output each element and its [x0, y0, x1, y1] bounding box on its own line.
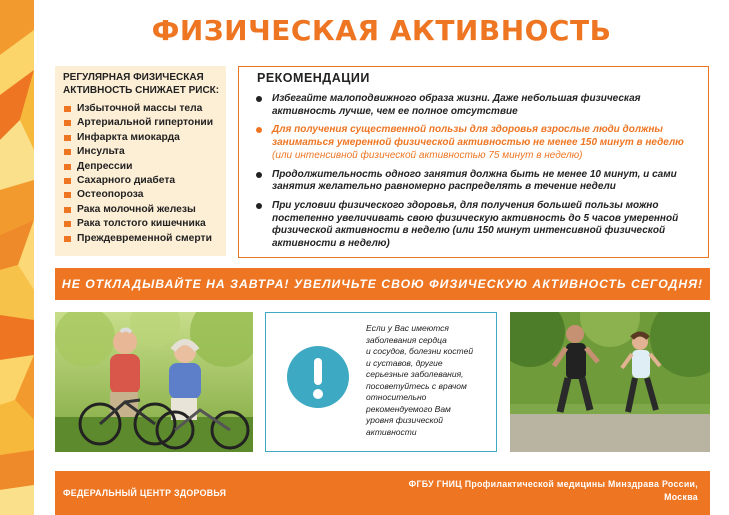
- risk-item: Инфаркта миокарда: [63, 131, 226, 145]
- bullet-icon: [256, 96, 262, 102]
- seniors-cycling-photo: [55, 312, 253, 452]
- risk-item: Рака толстого кишечника: [63, 217, 226, 231]
- risk-item: Инсульта: [63, 145, 226, 159]
- risk-item: Избыточной массы тела: [63, 102, 226, 116]
- footer-institution: [409, 478, 698, 504]
- bullet-icon: [256, 203, 262, 209]
- advice-line: активности: [366, 426, 417, 437]
- recommendations-heading: РЕКОМЕНДАЦИИ: [257, 71, 370, 85]
- advice-line: посоветуйтесь с врачом: [366, 380, 467, 391]
- risk-item: Рака молочной железы: [63, 203, 226, 217]
- advice-text: [366, 323, 494, 438]
- couple-jogging-photo: [510, 312, 710, 452]
- bullet-icon: [256, 172, 262, 178]
- decorative-mosaic-strip: [0, 0, 34, 515]
- risk-item: Сахарного диабета: [63, 174, 226, 188]
- page-title: ФИЗИЧЕСКАЯ АКТИВНОСТЬ: [151, 14, 612, 47]
- risk-heading-line: РЕГУЛЯРНАЯ ФИЗИЧЕСКАЯ: [63, 72, 204, 83]
- risk-item: Преждевременной смерти: [63, 232, 226, 246]
- advice-line: серьезные заболевания,: [366, 369, 464, 379]
- recommendation-subtext: (или интенсивной физической активностью 75 минут в неделю): [272, 149, 583, 161]
- recommendation-item: [251, 169, 696, 194]
- risk-reduction-box: [55, 66, 226, 256]
- footer-organization: ФЕДЕРАЛЬНЫЙ ЦЕНТР ЗДОРОВЬЯ: [63, 488, 227, 498]
- risk-item: Артериальной гипертонии: [63, 116, 226, 130]
- recommendation-item: [251, 200, 696, 251]
- advice-line: и сосудов, болезни костей: [366, 346, 474, 356]
- exclamation-icon: [286, 345, 350, 409]
- recommendation-text: Для получения существенной пользы для здоровья взрослые люди должны заниматься умеренной физической активностью не менее 150 минут в неделю: [272, 124, 684, 149]
- recommendation-text: Продолжительность одного занятия должна быть не менее 10 минут, и сами занятия желательно равномерно распределять в течение недели: [272, 168, 677, 193]
- risk-heading: [63, 71, 226, 97]
- advice-line: Если у Вас имеются: [366, 323, 449, 333]
- recommendations-box: [238, 66, 709, 258]
- recommendation-item: [251, 93, 696, 118]
- risk-item: Остеопороза: [63, 188, 226, 202]
- bullet-icon: [256, 127, 262, 133]
- advice-line: относительно: [366, 392, 427, 402]
- risk-heading-line: АКТИВНОСТЬ СНИЖАЕТ РИСК:: [63, 85, 220, 96]
- call-to-action-banner: НЕ ОТКЛАДЫВАЙТЕ НА ЗАВТРА! УВЕЛИЧЬТЕ СВОЮ ФИЗИЧЕСКУЮ АКТИВНОСТЬ СЕГОДНЯ!: [55, 268, 710, 300]
- recommendation-item-highlighted: [251, 124, 696, 162]
- recommendation-text: При условии физического здоровья, для получения большей пользы можно постепенно увеличивать свою физическую активность до 5 часов умеренной физической активности в неделю (или 150 минут интенсивной физической активности в неделю): [272, 199, 679, 250]
- doctor-advice-box: [265, 312, 497, 452]
- risk-item: Депрессии: [63, 160, 226, 174]
- footer-institution-line: Москва: [664, 492, 698, 502]
- risk-list: [63, 102, 226, 246]
- footer: [55, 471, 710, 515]
- advice-line: и суставов, другие: [366, 357, 443, 368]
- advice-line: рекомендуемого Вам: [366, 403, 451, 414]
- advice-line: заболевания сердца: [366, 334, 447, 345]
- recommendation-text: Избегайте малоподвижного образа жизни. Даже небольшая физическая активность лучше, чем ее полное отсутствие: [272, 93, 641, 117]
- footer-institution-line: ФГБУ ГНИЦ Профилактической медицины Минздрава России,: [408, 479, 698, 489]
- advice-line: уровня физической: [366, 415, 443, 425]
